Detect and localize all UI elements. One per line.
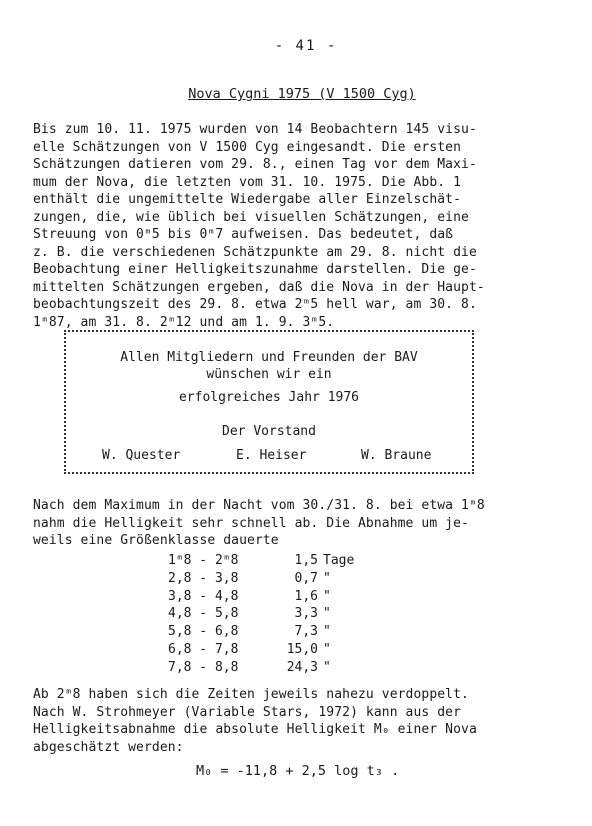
table-row xyxy=(168,623,368,641)
magnitude-range: 6,8 - 7,8 xyxy=(168,641,239,657)
text-line: 1ᵐ87, am 31. 8. 2ᵐ12 und am 1. 9. 3ᵐ5. xyxy=(33,314,335,330)
duration-unit: " xyxy=(323,570,331,586)
text-line: Schätzungen datieren vom 29. 8., einen Tag vor dem Maxi- xyxy=(33,157,477,172)
text-line: mittelten Schätzungen ergeben, daß die Nova in der Haupt- xyxy=(33,279,485,295)
text-line: Nach dem Maximum in der Nacht vom 30./31. 8. bei etwa 1ᵐ8 xyxy=(33,498,485,513)
text-line: elle Schätzungen von V 1500 Cyg eingesandt. Die ersten xyxy=(33,139,462,155)
paragraph-2 xyxy=(33,497,553,550)
duration-value: 15,0 xyxy=(286,641,318,657)
text-line: Beobachtung einer Helligkeitszunahme darstellen. Die ge- xyxy=(33,262,477,277)
text-line: Ab 2ᵐ8 haben sich die Zeiten jeweils nahezu verdoppelt. xyxy=(33,687,469,702)
greeting-line-2: wünschen wir ein xyxy=(206,367,332,382)
text-line: beobachtungszeit des 29. 8. etwa 2ᵐ5 hell war, am 30. 8. xyxy=(33,297,477,312)
duration-value: 7,3 xyxy=(294,624,318,640)
table-row xyxy=(168,552,368,570)
duration-unit: " xyxy=(323,641,331,657)
duration-unit: " xyxy=(323,606,331,622)
duration-value: 24,3 xyxy=(286,659,318,675)
text-line: nahm die Helligkeit sehr schnell ab. Die Abnahme um je- xyxy=(33,515,469,531)
text-line: Streuung von 0ᵐ5 bis 0ᵐ7 aufweisen. Das bedeutet, daß xyxy=(33,227,454,242)
magnitude-range: 3,8 - 4,8 xyxy=(168,588,239,604)
text-line: enthält die ungemittelte Wiedergabe aller Einzelschät- xyxy=(33,192,462,207)
greeting-line-4: Der Vorstand xyxy=(222,424,316,439)
greeting-box xyxy=(64,330,474,474)
page-number: - 41 - xyxy=(274,38,338,54)
table-row xyxy=(168,588,368,606)
text-line: weils eine Größenklasse dauerte xyxy=(33,533,279,548)
text-line: Bis zum 10. 11. 1975 wurden von 14 Beobachtern 145 visu- xyxy=(33,122,477,137)
duration-unit: " xyxy=(323,659,331,675)
decline-table xyxy=(168,552,368,677)
table-row xyxy=(168,605,368,623)
signature-2: E. Heiser xyxy=(236,448,307,463)
duration-unit: " xyxy=(323,624,331,640)
formula: M₀ = -11,8 + 2,5 log t₃ . xyxy=(196,763,400,779)
duration-unit: Tage xyxy=(323,553,355,568)
text-line: abgeschätzt werden: xyxy=(33,739,184,755)
table-row xyxy=(168,570,368,588)
duration-value: 3,3 xyxy=(294,606,318,622)
duration-unit: " xyxy=(323,588,331,604)
text-line: Nach W. Strohmeyer (Variable Stars, 1972) kann aus der xyxy=(33,704,462,720)
duration-value: 1,6 xyxy=(294,588,318,604)
paragraph-1 xyxy=(33,121,553,331)
greeting-line-3: erfolgreiches Jahr 1976 xyxy=(178,390,359,405)
magnitude-range: 1ᵐ8 - 2ᵐ8 xyxy=(168,553,239,568)
signature-1: W. Quester xyxy=(102,448,181,463)
article-title: Nova Cygni 1975 (V 1500 Cyg) xyxy=(188,86,416,102)
signature-3: W. Braune xyxy=(361,448,432,463)
table-row xyxy=(168,641,368,659)
text-line: zungen, die, wie üblich bei visuellen Schätzungen, eine xyxy=(33,209,469,225)
magnitude-range: 4,8 - 5,8 xyxy=(168,606,239,622)
table-row xyxy=(168,659,368,677)
magnitude-range: 2,8 - 3,8 xyxy=(168,570,239,586)
magnitude-range: 7,8 - 8,8 xyxy=(168,659,239,675)
greeting-line-1: Allen Mitgliedern und Freunden der BAV xyxy=(120,350,418,365)
text-line: mum der Nova, die letzten vom 31. 10. 1975. Die Abb. 1 xyxy=(33,174,462,190)
text-line: Helligkeitsabnahme die absolute Helligkeit M₀ einer Nova xyxy=(33,722,477,737)
text-line: z. B. die verschiedenen Schätzpunkte am 29. 8. nicht die xyxy=(33,244,477,260)
duration-value: 1,5 xyxy=(294,553,318,568)
magnitude-range: 5,8 - 6,8 xyxy=(168,624,239,640)
paragraph-3 xyxy=(33,686,553,756)
duration-value: 0,7 xyxy=(294,570,318,586)
